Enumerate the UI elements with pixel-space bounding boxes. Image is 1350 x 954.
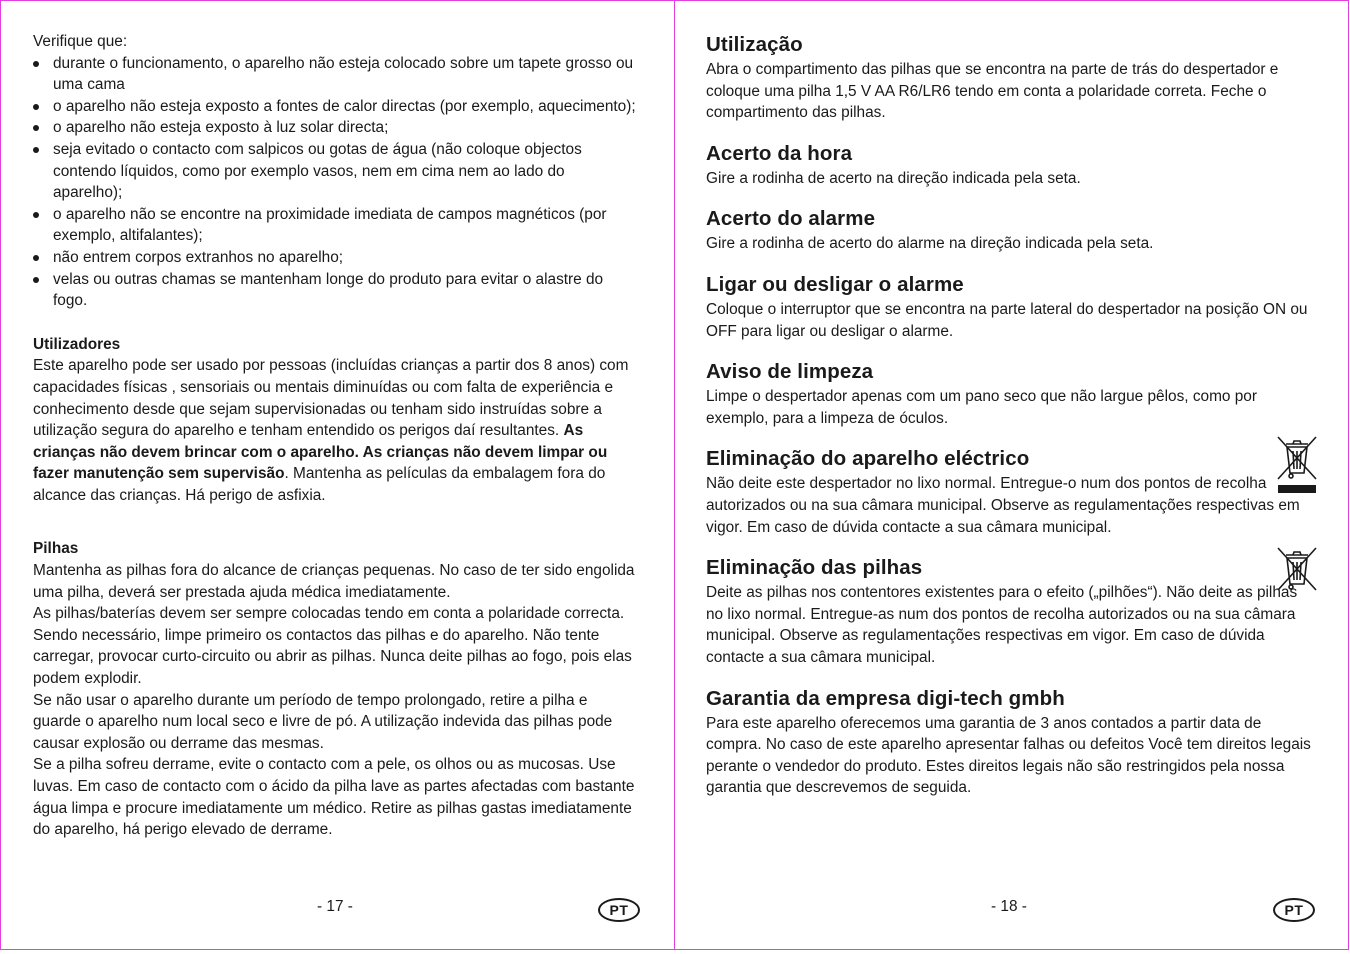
- section-heading: Acerto do alarme: [706, 207, 876, 231]
- section-warranty: [706, 685, 1318, 799]
- right-page-content: [706, 31, 1318, 815]
- list-item: o aparelho não esteja exposto à luz solar directa;: [33, 117, 638, 139]
- section-usage: [706, 31, 1318, 124]
- left-page-content: [33, 31, 638, 841]
- page-left: [0, 0, 675, 950]
- users-text-a: Este aparelho pode ser usado por pessoas (incluídas crianças a partir dos 8 anos) com capacidades físicas , sensoriais ou mentais diminuídas ou com falta de experiência e conhecimento desde que sejam supervisionadas ou tenham sido instruídas sobre a utilização segura do aparelho e tenham entendido os perigos daí resultantes.: [33, 357, 629, 440]
- section-text: Abra o compartimento das pilhas que se encontra na parte de trás do despertador e coloque uma pilha 1,5 V AA R6/LR6 tendo em conta a polaridade correta. Feche o compartimento das pilhas.: [706, 61, 1279, 122]
- section-heading: Ligar ou desligar o alarme: [706, 272, 964, 296]
- list-item: não entrem corpos extranhos no aparelho;: [33, 247, 638, 269]
- users-text-b: . Mantenha as películas da embalagem fora do alcance das crianças. Há perigo de asfixia.: [33, 465, 606, 504]
- section-text: Não deite este despertador no lixo normal. Entregue-o num dos pontos de recolha autorizados ou na sua câmara municipal. Observe as regulamentações respectivas em vigor. Em caso de dúvida contacte a sua câmara municipal.: [706, 475, 1300, 536]
- section-heading: Utilização: [706, 33, 803, 56]
- intro-text: Verifique que:: [33, 33, 128, 50]
- section-text: Gire a rodinha de acerto do alarme na direção indicada pela seta.: [706, 235, 1154, 253]
- section-text: Gire a rodinha de acerto na direção indicada pela seta.: [706, 169, 1081, 187]
- section-device-disposal: [706, 445, 1318, 538]
- page-number: - 18 -: [991, 898, 1027, 915]
- crossed-bin-icon: [1276, 435, 1318, 495]
- list-item: o aparelho não se encontre na proximidade imediata de campos magnéticos (por exemplo, altifalantes);: [33, 204, 638, 247]
- section-alarm-setting: [706, 205, 1318, 255]
- list-item: velas ou outras chamas se mantenham longe do produto para evitar o alastre do fogo.: [33, 269, 638, 312]
- batteries-paragraph: Se a pilha sofreu derrame, evite o contacto com a pele, os olhos ou as mucosas. Use luvas. Em caso de contacto com o ácido da pilha lave as partes afectadas com bastante água limpa e procure imediatamente um médico. Retire as pilhas gastas imediatamente do aparelho, há perigo elevado de derrame.: [33, 756, 635, 839]
- section-text: Para este aparelho oferecemos uma garantia de 3 anos contados a partir data de compra. No caso de este aparelho apresentar falhas ou defeitos Você tem direitos legais perante o vendedor do produto. Estes direitos legais não são restringidos pela nossa garantia que descrevemos de seguida.: [706, 714, 1311, 797]
- section-alarm-toggle: [706, 271, 1318, 342]
- batteries-paragraph: Se não usar o aparelho durante um período de tempo prolongado, retire a pilha e guarde o aparelho num local seco e livre de pó. A utilização indevida das pilhas pode causar explosão ou derrame das mesmas.: [33, 691, 613, 752]
- section-cleaning: [706, 358, 1318, 429]
- batteries-paragraph: As pilhas/baterías devem ser sempre colocadas tendo em conta a polaridade correcta. Sendo necessário, limpe primeiro os contactos das pilhas e do aparelho. Não tente carregar, provocar curto-circuito ou abrir as pilhas. Nunca deite pilhas ao fogo, pois elas podem explodir.: [33, 605, 632, 688]
- list-item: seja evitado o contacto com salpicos ou gotas de água (não coloque objectos contendo líquidos, como por exemplo vasos, nem em cima nem ao lado do aparelho);: [33, 139, 638, 204]
- language-badge: PT: [598, 898, 640, 922]
- section-heading: Garantia da empresa digi-tech gmbh: [706, 686, 1065, 710]
- page-number: - 17 -: [317, 898, 353, 915]
- section-text: Limpe o despertador apenas com um pano seco que não largue pêlos, como por exemplo, para a limpeza de óculos.: [706, 388, 1257, 427]
- section-heading: Eliminação do aparelho eléctrico: [706, 447, 1030, 471]
- list-item: durante o funcionamento, o aparelho não esteja colocado sobre um tapete grosso ou uma cama: [33, 53, 638, 96]
- section-battery-disposal: [706, 554, 1318, 668]
- section-text: Deite as pilhas nos contentores existentes para o efeito („pilhões“). Não deite as pilhas no lixo normal. Entregue-as num dos pontos de recolha autorizados ou na sua câmara municipal. Observe as regulamentações respectivas em vigor. Em caso de dúvida contacte a sua câmara municipal.: [706, 584, 1298, 666]
- crossed-bin-icon: [1276, 546, 1318, 592]
- section-heading: Acerto da hora: [706, 141, 853, 165]
- list-item: o aparelho não esteja exposto a fontes de calor directas (por exemplo, aquecimento);: [33, 96, 638, 118]
- batteries-heading: Pilhas: [33, 540, 79, 558]
- section-time-setting: [706, 140, 1318, 190]
- language-badge: PT: [1273, 898, 1315, 922]
- page-right: [674, 0, 1349, 950]
- users-paragraph: [33, 355, 638, 506]
- users-heading: Utilizadores: [33, 335, 121, 353]
- section-heading: Eliminação das pilhas: [706, 556, 923, 580]
- safety-checklist: [33, 53, 638, 312]
- section-text: Coloque o interruptor que se encontra na parte lateral do despertador na posição ON ou OFF para ligar ou desligar o alarme.: [706, 300, 1308, 340]
- users-warning-bold: As crianças não devem brincar com o aparelho. As crianças não devem limpar ou fazer manutenção sem supervisão: [33, 422, 608, 483]
- batteries-paragraph: Mantenha as pilhas fora do alcance de crianças pequenas. No caso de ter sido engolida uma pilha, deverá ser prestada ajuda médica imediatamente.: [33, 562, 635, 601]
- section-heading: Aviso de limpeza: [706, 360, 874, 384]
